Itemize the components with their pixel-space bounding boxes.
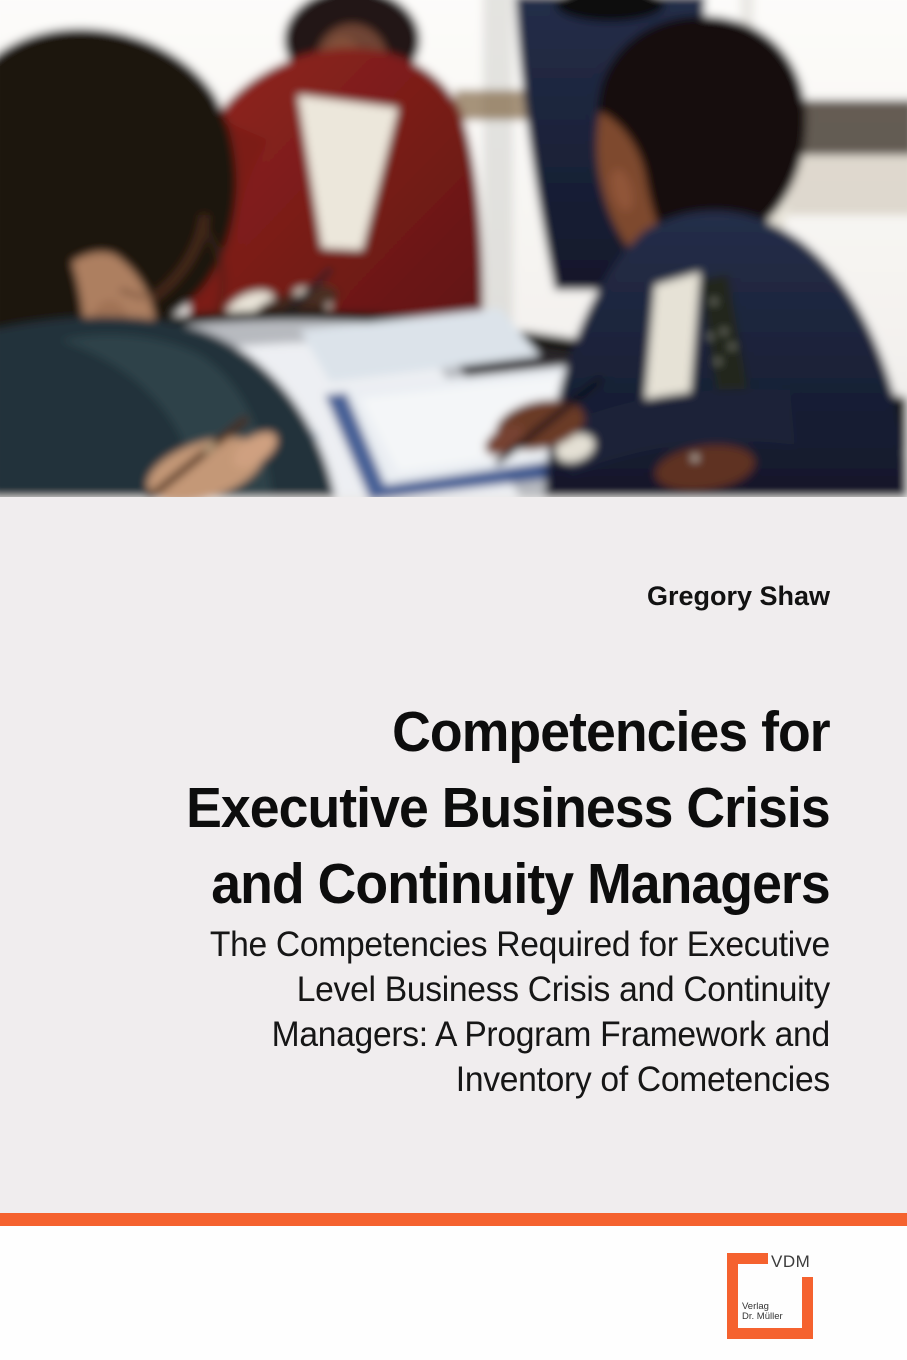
vdm-logo-mark	[727, 1253, 768, 1264]
publisher-name-line: Verlag	[742, 1301, 769, 1312]
meeting-scene	[0, 0, 907, 497]
subtitle-line: Managers: A Program Framework and	[271, 1015, 830, 1054]
title-line: Executive Business Crisis	[186, 776, 830, 840]
vdm-logo-mark	[727, 1253, 738, 1339]
vdm-logo-mark	[727, 1328, 813, 1339]
publisher-name-line: Dr. Müller	[742, 1310, 783, 1322]
subtitle-line: Inventory of Cometencies	[455, 1060, 830, 1099]
book-subtitle	[210, 922, 830, 1102]
author-name: Gregory Shaw	[646, 581, 830, 611]
footer-band	[0, 1226, 907, 1360]
cover-photo-illustration	[0, 0, 907, 497]
vdm-publisher-logo	[727, 1253, 813, 1339]
publisher-name	[742, 1302, 783, 1321]
title-line: Competencies for	[392, 700, 830, 764]
accent-divider-bar	[0, 1213, 907, 1226]
title-line: and Continuity Managers	[211, 852, 831, 916]
cover-photo	[0, 0, 907, 497]
publisher-abbreviation: VDM	[771, 1252, 811, 1271]
subtitle-line: Level Business Crisis and Continuity	[296, 970, 830, 1009]
book-title	[186, 694, 830, 922]
vdm-logo-mark	[802, 1277, 813, 1339]
subtitle-line: The Competencies Required for Executive	[209, 925, 830, 964]
